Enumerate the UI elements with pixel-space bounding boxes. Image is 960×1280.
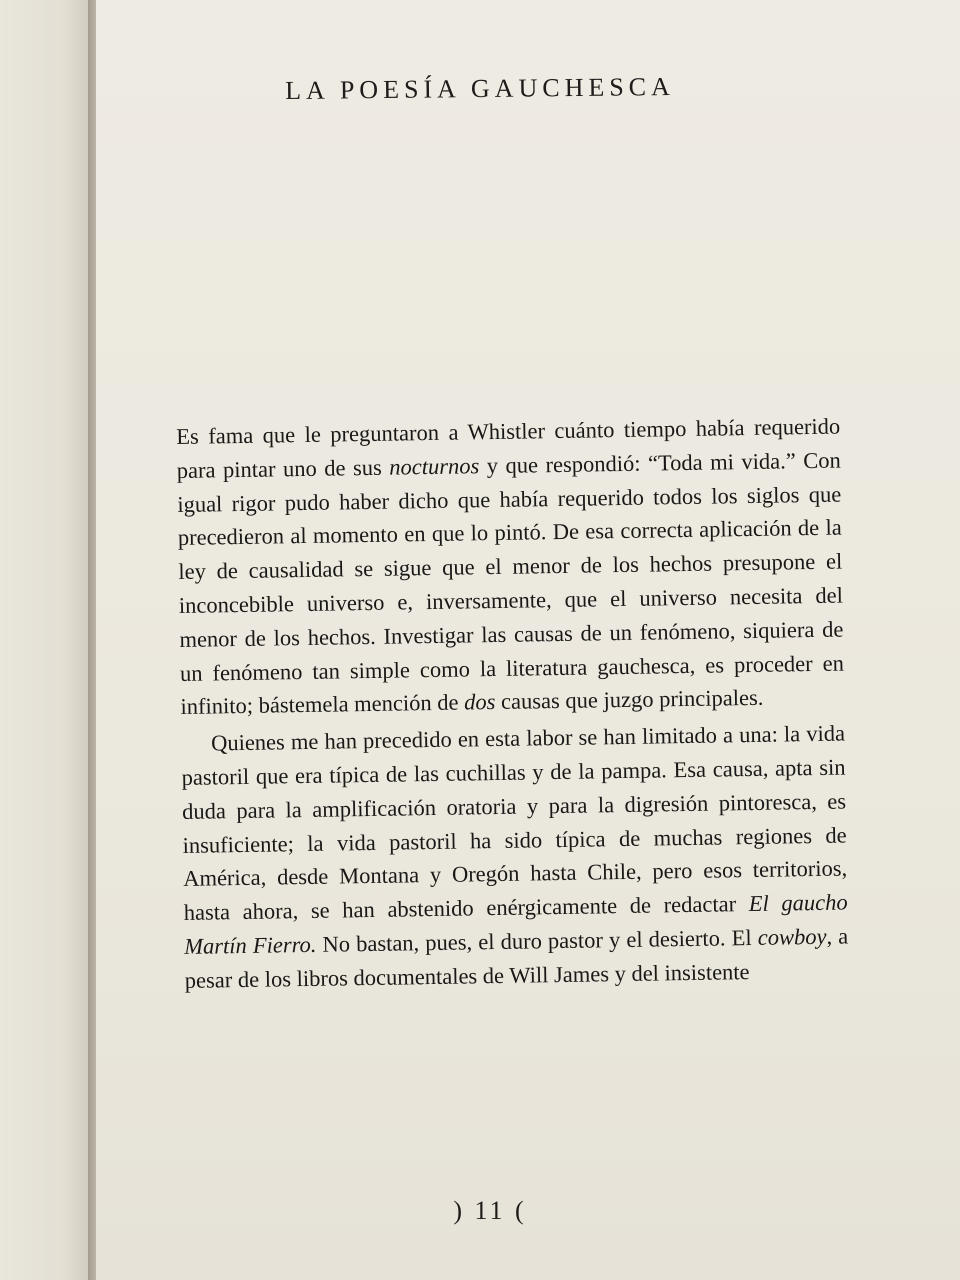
facing-page-edge	[0, 0, 92, 1280]
p2-segment-5: , a pesar de los libros documentales de Will James y del insistente	[184, 923, 849, 993]
p1-segment-1: Es fama que le preguntaron a Whistler cuánto tiempo había requerido para pintar uno de sus	[176, 413, 841, 483]
p1-italic-nocturnos: nocturnos	[389, 453, 480, 480]
p2-italic-cowboy: cowboy	[757, 923, 827, 950]
p1-segment-5: causas que juzgo principales.	[495, 685, 764, 715]
running-head: LA POESÍA GAUCHESCA	[284, 71, 675, 106]
page-number: ) 11 (	[453, 1196, 527, 1225]
p2-segment-1: Quienes me han precedido en esta labor se han limitado a una: la vida pastoril que era típica de las cuchillas y de la pampa. Esa causa, apta sin duda para la amplificación oratoria y para la digresión pintoresca, es insuficiente; la vida pastoril ha sido típica de muchas regiones de América, desde Montana y Oregón hasta Chile, pero esos territorios, hasta ahora, se han abstenido enérgicamente de redactar	[181, 720, 848, 926]
paragraph-1	[176, 410, 845, 725]
paragraph-2	[181, 717, 849, 998]
p1-italic-dos: dos	[463, 689, 496, 715]
p2-segment-3: No bastan, pues, el duro pastor y el desierto. El	[316, 924, 758, 957]
body-text	[176, 410, 849, 998]
p1-segment-3: y que respondió: “Toda mi vida.” Con igual rigor pudo haber dicho que había requerido todos los siglos que precedieron al momento en que lo pintó. De esa correcta aplicación de la ley de causalidad se sigue que el menor de los hechos presupone el inconcebible universo e, inversamente, que el universo necesita del menor de los hechos. Investigar las causas de un fenómeno, siquiera de un fenómeno tan simple como la literatura gauchesca, es proceder en infinito; bástemela mención de	[177, 447, 845, 720]
p2-italic-title: El gaucho Martín Fierro.	[184, 889, 848, 959]
